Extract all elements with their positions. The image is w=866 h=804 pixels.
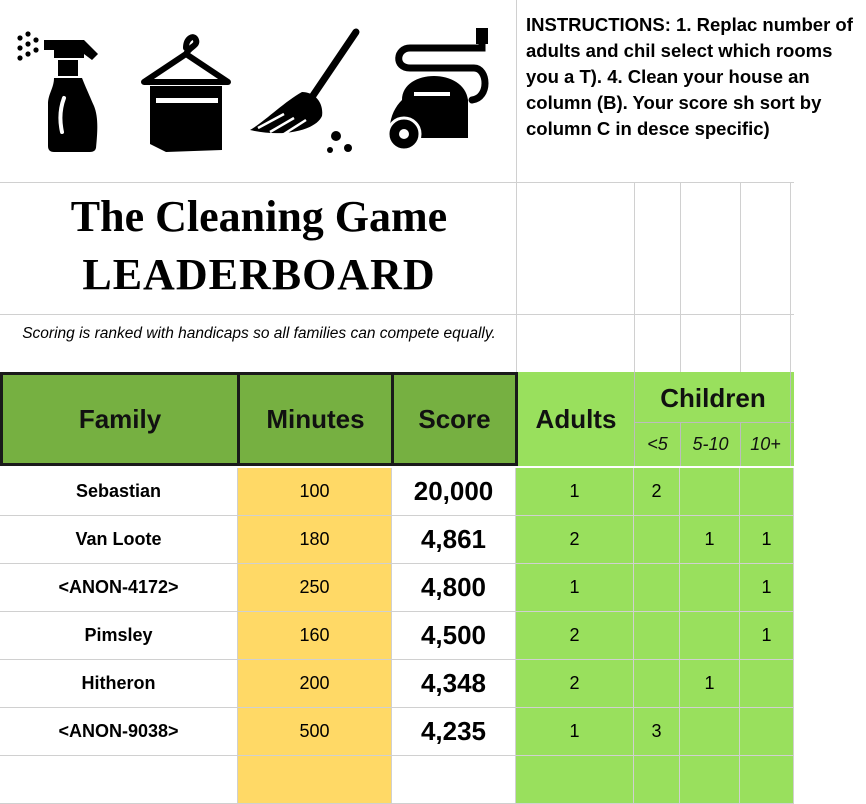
icon-strip: [0, 0, 518, 182]
cell-adults[interactable]: 1: [516, 708, 634, 756]
cell-adults[interactable]: 2: [516, 612, 634, 660]
cell-age-10plus[interactable]: [740, 756, 794, 804]
cell-score[interactable]: 4,235: [392, 708, 516, 756]
column-header-family[interactable]: Family: [78, 403, 162, 434]
cell-under-5[interactable]: 2: [634, 468, 680, 516]
cell-family[interactable]: Sebastian: [0, 468, 238, 516]
cell-adults[interactable]: 1: [516, 468, 634, 516]
cell-score[interactable]: 4,500: [392, 612, 516, 660]
cell-minutes[interactable]: 100: [238, 468, 392, 516]
page-title: [0, 188, 518, 304]
cell-age-5to-10[interactable]: [680, 756, 740, 804]
cell-adults[interactable]: [516, 756, 634, 804]
cell-adults[interactable]: 1: [516, 564, 634, 612]
cell-score[interactable]: 20,000: [392, 468, 516, 516]
column-header-adults[interactable]: Adults: [535, 403, 617, 434]
cell-under-5[interactable]: 3: [634, 708, 680, 756]
scoring-note: Scoring is ranked with handicaps so all families can compete equally.: [22, 325, 496, 342]
cell-under-5[interactable]: [634, 756, 680, 804]
cell-score[interactable]: [392, 756, 516, 804]
spray-bottle-icon: [14, 28, 104, 158]
cell-age-5to-10[interactable]: [680, 612, 740, 660]
cell-score[interactable]: 4,348: [392, 660, 516, 708]
vacuum-cleaner-icon: [384, 28, 499, 156]
cell-minutes[interactable]: 250: [238, 564, 392, 612]
cell-under-5[interactable]: [634, 516, 680, 564]
cell-age-5to-10[interactable]: 1: [680, 660, 740, 708]
cell-age-10plus[interactable]: [740, 468, 794, 516]
title-line-2: LEADERBOARD: [82, 250, 436, 299]
cell-under-5[interactable]: [634, 660, 680, 708]
cell-age-5to-10[interactable]: [680, 708, 740, 756]
cell-family[interactable]: Pimsley: [0, 612, 238, 660]
column-header-score[interactable]: Score: [418, 403, 491, 434]
column-header-minutes[interactable]: Minutes: [266, 403, 365, 434]
column-header-children[interactable]: Children: [660, 382, 766, 413]
cell-family[interactable]: Van Loote: [0, 516, 238, 564]
cell-family[interactable]: Hitheron: [0, 660, 238, 708]
cell-minutes[interactable]: [238, 756, 392, 804]
cell-under-5[interactable]: [634, 564, 680, 612]
cell-age-10plus[interactable]: 1: [740, 564, 794, 612]
broom-icon: [244, 26, 364, 156]
cell-score[interactable]: 4,861: [392, 516, 516, 564]
cell-minutes[interactable]: 160: [238, 612, 392, 660]
cell-adults[interactable]: 2: [516, 516, 634, 564]
cell-age-10plus[interactable]: 1: [740, 516, 794, 564]
cell-adults[interactable]: 2: [516, 660, 634, 708]
cell-age-5to-10[interactable]: [680, 468, 740, 516]
cell-minutes[interactable]: 500: [238, 708, 392, 756]
column-header-5to10[interactable]: 5-10: [692, 433, 729, 454]
column-header-under5[interactable]: <5: [647, 433, 668, 454]
cell-minutes[interactable]: 200: [238, 660, 392, 708]
cell-minutes[interactable]: 180: [238, 516, 392, 564]
cell-age-10plus[interactable]: 1: [740, 612, 794, 660]
column-header-10plus[interactable]: 10+: [750, 433, 781, 454]
title-line-1: The Cleaning Game: [70, 192, 448, 241]
cell-family[interactable]: <ANON-4172>: [0, 564, 238, 612]
cell-family[interactable]: [0, 756, 238, 804]
instructions-text: INSTRUCTIONS: 1. Replac number of adults and chil select which rooms you a T). 4. Clean your house an column (B). Your score sh sort by column C in desce specific): [526, 14, 853, 139]
cell-age-5to-10[interactable]: [680, 564, 740, 612]
towel-on-hanger-icon: [136, 28, 236, 158]
cell-age-5to-10[interactable]: 1: [680, 516, 740, 564]
cell-under-5[interactable]: [634, 612, 680, 660]
cell-age-10plus[interactable]: [740, 660, 794, 708]
cell-family[interactable]: <ANON-9038>: [0, 708, 238, 756]
cell-score[interactable]: 4,800: [392, 564, 516, 612]
cell-age-10plus[interactable]: [740, 708, 794, 756]
